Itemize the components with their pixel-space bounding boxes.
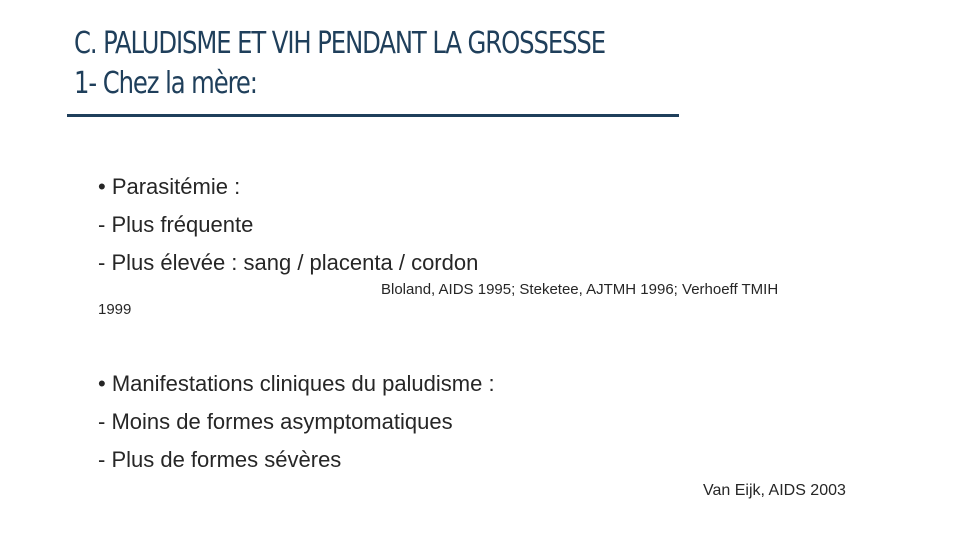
citation-2: Van Eijk, AIDS 2003 (703, 482, 846, 499)
title-underline (67, 114, 679, 117)
title-line-1: C. PALUDISME ET VIH PENDANT LA GROSSESSE (74, 26, 606, 61)
section-heading: • Manifestations cliniques du paludisme : (98, 371, 495, 396)
citation-1: Bloland, AIDS 1995; Steketee, AJTMH 1996; Verhoeff TMIH (381, 281, 779, 298)
slide-title (74, 24, 605, 104)
list-item: - Plus fréquente (98, 212, 254, 237)
list-item: - Plus élevée : sang / placenta / cordon (98, 250, 479, 275)
section-parasitemie (98, 168, 478, 282)
section-manifestations (98, 365, 495, 479)
title-line-2: 1- Chez la mère: (74, 66, 257, 101)
section-heading: • Parasitémie : (98, 174, 241, 199)
citation-1-continuation: 1999 (98, 301, 132, 318)
list-item: - Plus de formes sévères (98, 447, 342, 472)
list-item: - Moins de formes asymptomatiques (98, 409, 453, 434)
